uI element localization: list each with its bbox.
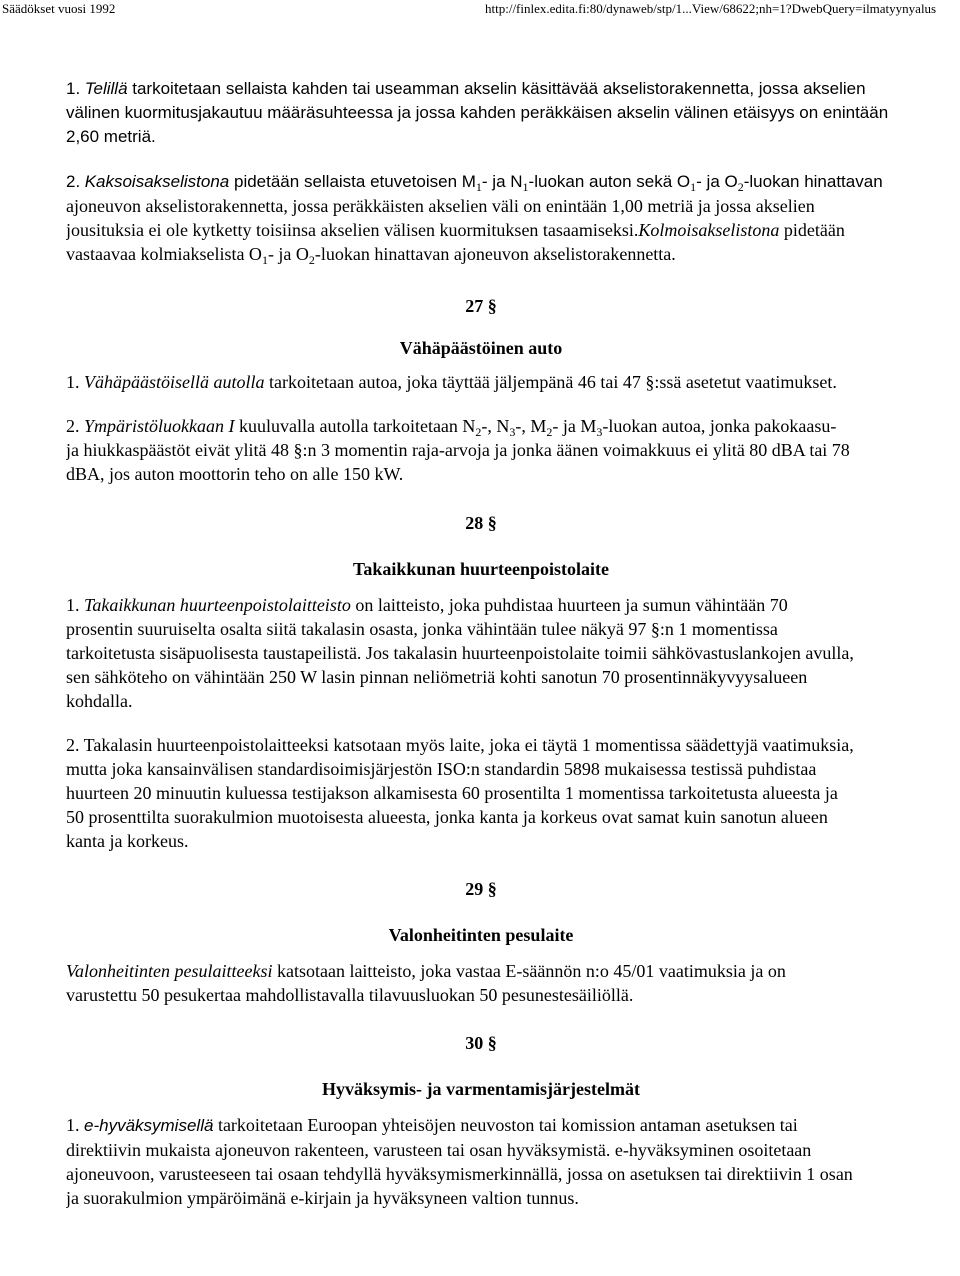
section-title: Takaikkunan huurteenpoistolaite <box>353 559 609 579</box>
section-title: Hyväksymis- ja varmentamisjärjestelmät <box>322 1079 640 1099</box>
defined-term: Telillä <box>84 79 128 98</box>
defined-term: Vähäpäästöisellä autolla <box>84 372 265 392</box>
header-title: Säädökset vuosi 1992 <box>2 1 116 16</box>
section-28: 28 § Takaikkunan huurteenpoistolaite 1. Takaikkunan huurteenpoistolaitteisto on laitteisto, joka puhdistaa huurteen ja sumun vähintään 70 prosentin suuruiselta osalta siitä takalasin osasta, jonka vähintään tulee näkyä 97 §:n 1 momentissa tarkoitetusta sisäpuolisesta taustapeilistä. Jos takalasin huurteenpoistolaite toimii sähkövastuslankojen avulla, sen sähköteho on vähintään 250 W lasin pinnan neliömetriä kohti sanotun 70 prosentinnäkyvyysalueen kohdalla. 2. Takalasin huurteenpoistolaitteeksi katsotaan myös laite, joka ei täytä 1 momentissa säädettyjä vaatimuksia, mutta joka kansainvälisen standardisoimisjärjestön ISO:n standardin 5898 mukaisessa testissä puhdistaa huurteen 20 minuutin kuluessa testijakson alkamisesta 60 prosentilta 1 momentissa tarkoitetusta alueesta ja 50 prosenttilta suorakulmion muotoisesta alueesta, jonka kanta ja korkeus ovat samat kuin sanotun alueen kanta ja korkeus. <box>66 511 896 853</box>
defined-term: e-hyväksymisellä <box>84 1116 214 1135</box>
defined-term: Kolmoisakselistona <box>638 220 780 240</box>
paragraph-kaksoisakselisto: 2. Kaksoisakselistona pidetään sellaista etuvetoisen $M_1-$ ja $N_1$-luokan auton sekä $O_1-$ ja $O_2$-luokan hinattavan ajoneuvon akselistorakennetta, jossa peräkkäisten akselien väli on enintään 1,00 metriä ja jossa akselien jousituksia ei ole kytketty toisiinsa akselien välisen kuormituksen tasaamiseksi.Kolmoisakselistona pidetään vastaavaa kolmiakselista $O_1-$ ja $O_2$-luokan hinattavan ajoneuvon akselistorakennetta. <box>66 172 883 267</box>
document-body <box>66 76 896 1210</box>
section-number: 27 § <box>465 296 497 316</box>
section-29: 29 § Valonheitinten pesulaite Valonheitinten pesulaitteeksi katsotaan laitteisto, joka vastaa E-säännön n:o 45/01 vaatimuksia ja on varustettu 50 pesukertaa mahdollistavalla tilavuusluokan 50 pesunestesäiliöllä. <box>66 877 896 1007</box>
page-header <box>0 0 960 22</box>
defined-term: Valonheitinten pesulaitteeksi <box>66 961 273 981</box>
header-url: http://finlex.edita.fi:80/dynaweb/stp/1...View/68622;nh=1?DwebQuery=ilmatyynyalus <box>485 1 937 16</box>
section-27: 27 § Vähäpäästöinen auto 1. Vähäpäästöisellä autolla tarkoitetaan autoa, joka täyttää jäljempänä 46 tai 47 §:ssä asetetut vaatimukset. 2. Ympäristöluokkaan I kuuluvalla autolla tarkoitetaan $N_2-$, $N_3-$, $M_2-$ ja $M_3$-luokan autoa, jonka pakokaasu- ja hiukkaspäästöt eivät ylitä 48 §:n 3 momentin raja-arvoja ja jonka äänen voimakkuus ei ylitä 80 dBA tai 78 dBA, jos auton moottorin teho on alle 150 kW. <box>66 294 896 486</box>
section-title: Vähäpäästöinen auto <box>399 338 563 358</box>
paragraph-teli: 1. Telillä tarkoitetaan sellaista kahden tai useamman akselin käsittävää akselistorakennetta, jossa akselien välinen kuormitusjakautuu määräsuhteessa ja jossa kahden peräkkäisen akselin välinen etäisyys on enintään 2,60 metriä. <box>66 79 889 146</box>
section-title: Valonheitinten pesulaite <box>388 925 574 945</box>
section-number: 28 § <box>465 513 497 533</box>
section-number: 30 § <box>465 1033 497 1053</box>
section-30: 30 § Hyväksymis- ja varmentamisjärjestelmät 1. e-hyväksymisellä tarkoitetaan Euroopan yhteisöjen neuvoston tai komission antaman asetuksen tai direktiivin mukaista ajoneuvon rakenteen, varusteen tai osan hyväksymistä. e-hyväksyminen osoitetaan ajoneuvoon, varusteeseen tai osaan tehdyllä hyväksymismerkinnällä, jossa on asetuksen tai direktiivin 1 osan ja suorakulmion ympäröimänä e-kirjain ja hyväksyneen valtion tunnus. <box>66 1031 896 1210</box>
section-number: 29 § <box>465 879 497 899</box>
defined-term: Takaikkunan huurteenpoistolaitteisto <box>84 595 351 615</box>
defined-term: Ympäristöluokkaan I <box>84 416 235 436</box>
defined-term: Kaksoisakselistona <box>84 172 230 191</box>
